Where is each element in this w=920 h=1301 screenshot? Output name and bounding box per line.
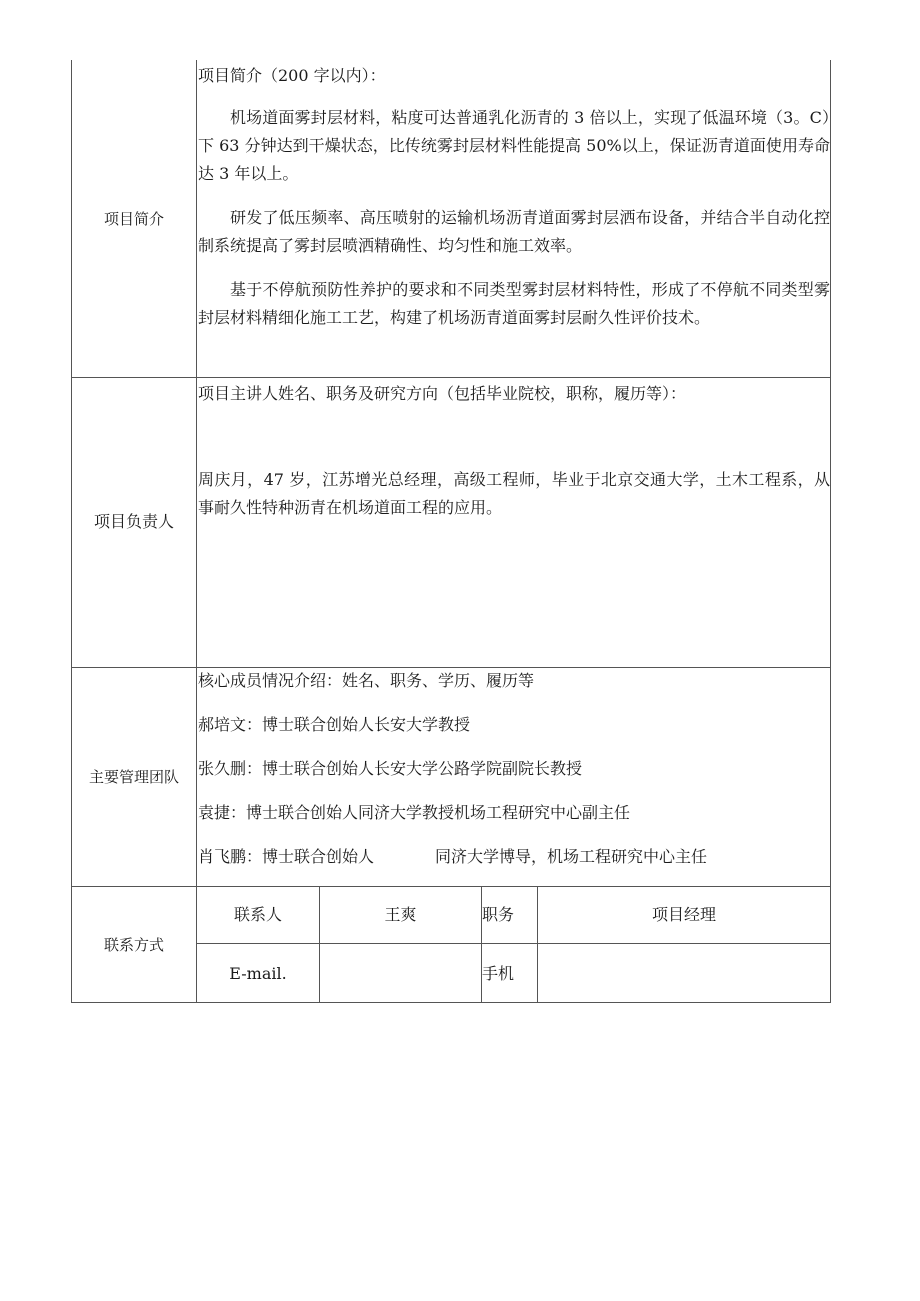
leader-header: 项目主讲人姓名、职务及研究方向（包括毕业院校，职称，履历等）： [198, 384, 687, 403]
team-member-4: 肖飞鹏：博士联合创始人 同济大学博导，机场工程研究中心主任 [198, 847, 708, 866]
contact-person-value: 王爽 [384, 905, 417, 924]
row-divider-intro [71, 377, 831, 378]
intro-paragraph-1: 机场道面雾封层材料，粘度可达普通乳化沥青的 3 倍以上，实现了低温环境（3。C）下 63 分钟达到干燥状态，比传统雾封层材料性能提高 50%以上，保证沥青道面使用寿命达 3 年以上。 [198, 108, 830, 183]
position-label: 职务 [482, 905, 515, 924]
leader-body: 周庆月，47 岁，江苏增光总经理，高级工程师，毕业于北京交通大学，土木工程系，从事耐久性特种沥青在机场道面工程的应用。 [198, 470, 830, 517]
leader-row-label: 项目负责人 [93, 512, 174, 531]
table-border-bottom [71, 1002, 831, 1003]
intro-paragraph-3: 基于不停航预防性养护的要求和不同类型雾封层材料特性，形成了不停航不同类型雾封层材料精细化施工工艺，构建了机场沥青道面雾封层耐久性评价技术。 [198, 280, 830, 327]
row-divider-team [71, 886, 831, 887]
email-label: E-mail. [229, 964, 287, 983]
intro-paragraph-2: 研发了低压频率、高压喷射的运输机场沥青道面雾封层洒布设备，并结合半自动化控制系统提高了雾封层喷洒精确性、均匀性和施工效率。 [198, 208, 830, 255]
intro-header: 项目简介（200 字以内）： [198, 66, 386, 85]
team-member-2: 张久删：博士联合创始人长安大学公路学院副院长教授 [198, 759, 583, 778]
table-border-right [830, 60, 831, 1003]
position-value: 项目经理 [651, 905, 716, 924]
team-row-label: 主要管理团队 [88, 768, 179, 786]
team-member-3: 袁捷：博士联合创始人同济大学教授机场工程研究中心副主任 [198, 803, 631, 822]
phone-label: 手机 [482, 964, 515, 983]
contact-row-divider [196, 943, 831, 944]
team-header: 核心成员情况介绍：姓名、职务、学历、履历等 [198, 671, 535, 690]
contact-person-label: 联系人 [233, 905, 282, 924]
table-border-label-divider [196, 60, 197, 1003]
contact-row-label: 联系方式 [103, 936, 164, 954]
intro-row-label: 项目简介 [103, 210, 164, 228]
team-member-1: 郝培文：博士联合创始人长安大学教授 [198, 715, 471, 734]
